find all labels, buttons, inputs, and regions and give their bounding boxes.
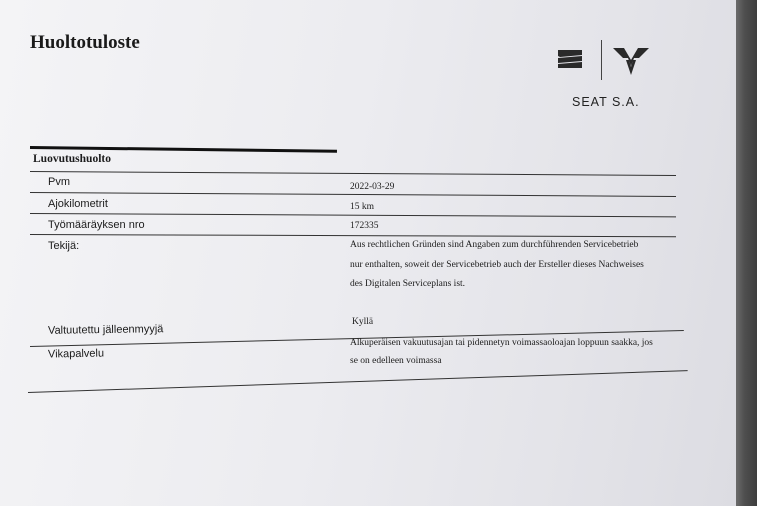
row-label-valtuutettu: Valtuutettu jälleenmyyjä (47, 323, 164, 337)
background-edge (736, 0, 757, 506)
row-value-valtuutettu: Kyllä (352, 317, 374, 327)
cupra-logo-icon (612, 46, 650, 76)
seat-logo-icon (556, 48, 584, 70)
section-title: Luovutushuolto (33, 153, 111, 165)
row-value-ajokilometrit: 15 km (350, 202, 375, 212)
row-value-tekija-line1: Aus rechtlichen Gründen sind Angaben zum durchführenden Servicebetrieb (350, 240, 639, 250)
row-label-tekija: Tekijä: (48, 240, 80, 252)
row-value-tekija-line2: nur enthalten, soweit der Servicebetrieb auch der Ersteller dieses Nachweises (350, 260, 644, 270)
row-value-vikapalvelu-line1: Alkuperäisen vakuutusajan tai pidennetyn voimassaoloajan loppuun saakka, jos (350, 338, 653, 348)
page-title: Huoltotuloste (30, 32, 140, 53)
row-value-vikapalvelu-line2: se on edelleen voimassa (350, 356, 442, 366)
row-label-tyomaarays: Työmääräyksen nro (48, 219, 145, 231)
row-value-tekija-line3: des Digitalen Serviceplans ist. (350, 279, 466, 289)
brand-name: SEAT S.A. (572, 95, 640, 109)
row-label-ajokilometrit: Ajokilometrit (48, 198, 108, 210)
logo-divider (601, 40, 602, 80)
row-value-tyomaarays: 172335 (350, 221, 379, 231)
row-label-pvm: Pvm (48, 176, 70, 188)
row-value-pvm: 2022-03-29 (350, 182, 395, 192)
row-label-vikapalvelu: Vikapalvelu (47, 347, 105, 361)
